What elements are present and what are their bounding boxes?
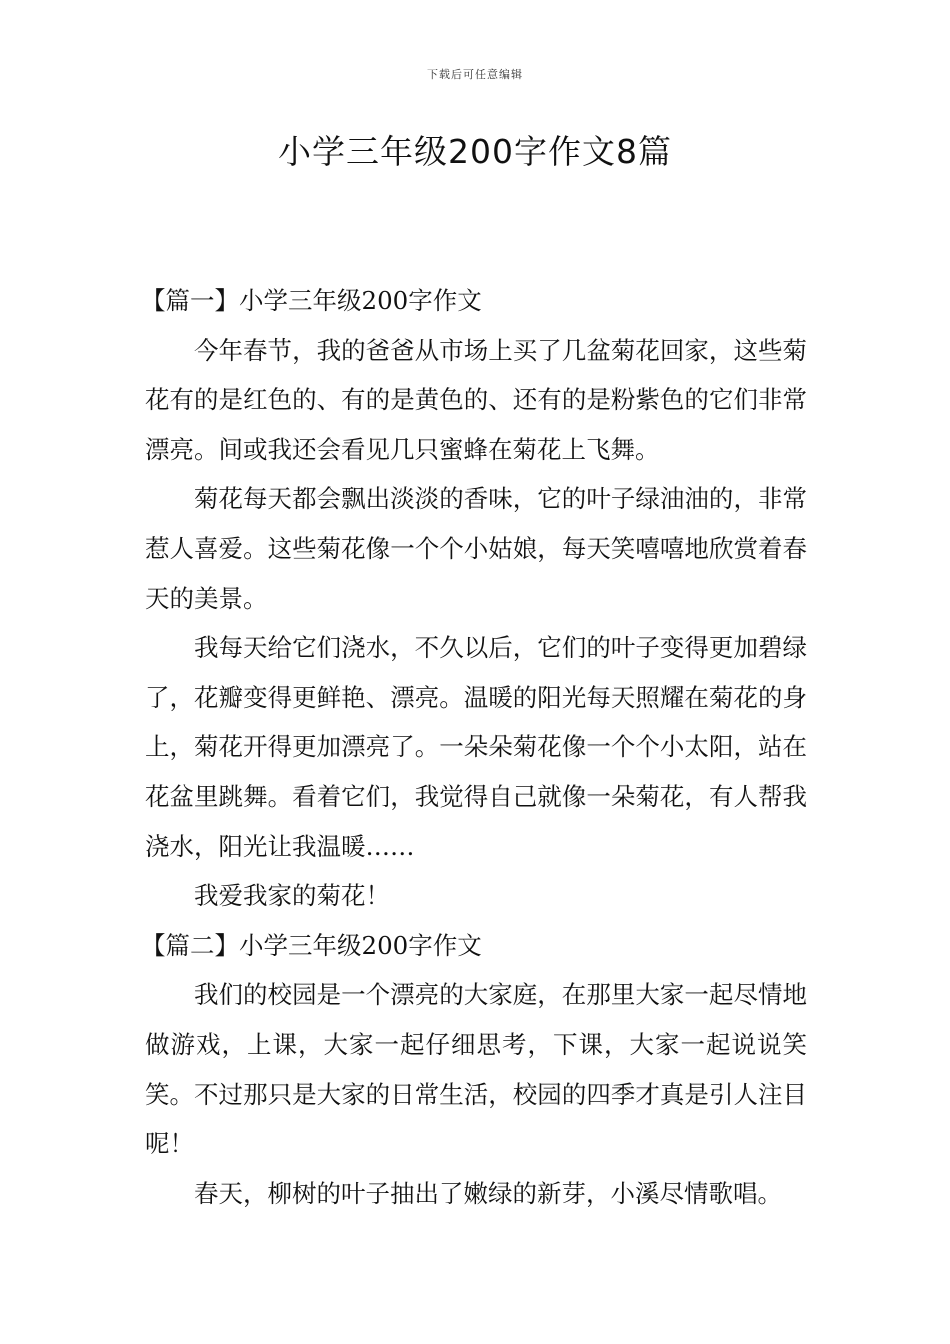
- document-body: [141, 276, 807, 1218]
- document-title: 小学三年级200字作文8篇: [278, 132, 672, 171]
- paragraph: 春天，柳树的叶子抽出了嫩绿的新芽，小溪尽情歌唱。: [194, 1178, 782, 1208]
- section-heading-2: 【篇二】小学三年级200字作文: [141, 930, 482, 960]
- header-note: 下载后可任意编辑: [427, 68, 523, 81]
- paragraph: 我们的校园是一个漂亮的大家庭，在那里大家一起尽情地做游戏，上课，大家一起仔细思考，下课，大家一起说说笑笑。不过那只是大家的日常生活，校园的四季才真是引人注目呢！: [145, 980, 807, 1159]
- paragraph: 今年春节，我的爸爸从市场上买了几盆菊花回家，这些菊花有的是红色的、有的是黄色的、还有的是粉紫色的它们非常漂亮。间或我还会看见几只蜜蜂在菊花上飞舞。: [145, 335, 807, 464]
- section-heading-1: 【篇一】小学三年级200字作文: [141, 286, 482, 315]
- paragraph: 我爱我家的菊花！: [194, 881, 390, 911]
- paragraph: 菊花每天都会飘出淡淡的香味，它的叶子绿油油的，非常惹人喜爱。这些菊花像一个个小姑娘，每天笑嘻嘻地欣赏着春天的美景。: [145, 484, 807, 613]
- paragraph: 我每天给它们浇水，不久以后，它们的叶子变得更加碧绿了，花瓣变得更鲜艳、漂亮。温暖的阳光每天照耀在菊花的身上，菊花开得更加漂亮了。一朵朵菊花像一个个小太阳，站在花盆里跳舞。看着它们，我觉得自己就像一朵菊花，有人帮我浇水，阳光让我温暖……: [145, 633, 807, 861]
